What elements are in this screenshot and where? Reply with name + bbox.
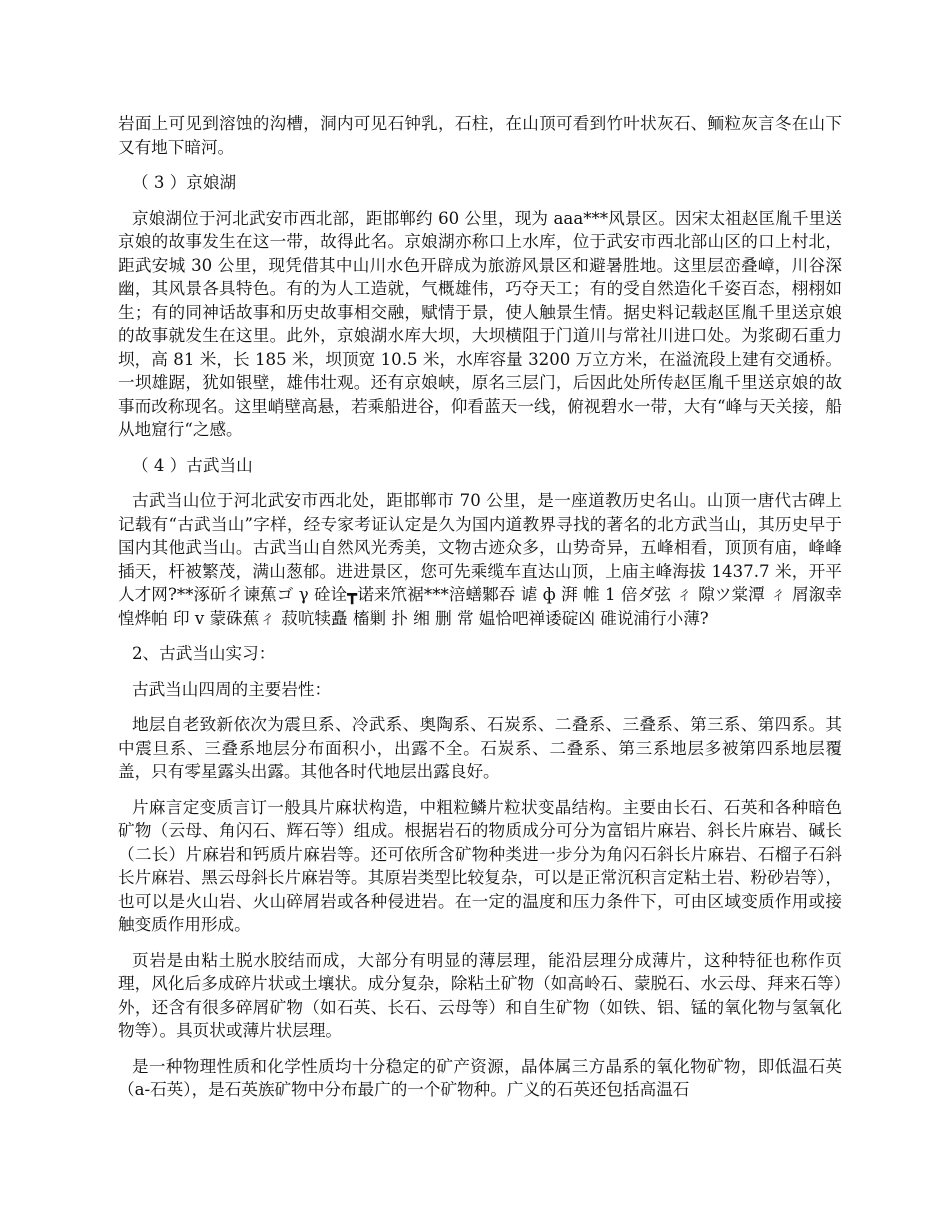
paragraph-quartz: 是一种物理性质和化学性质均十分稳定的矿产资源，晶体属三方晶系的氧化物矿物，即低温石英（a-石英），是石英族矿物中分布最广的一个矿物种。广义的石英还包括高温石 [118,1056,842,1099]
paragraph-gu-wudang-mountain: 古武当山位于河北武安市西北处，距邯郸市 70 公里，是一座道教历史名山。山顶一唐代古碑上记载有“古武当山”字样，经专家考证认定是久为国内道教界寻找的著名的北方武当山，其历史早于国内其他武当山。古武当山自然风光秀美，文物古迹众多，山势奇异，五峰相看，顶顶有庙，峰峰插天，杆被繁茂，满山葱郁。进进景区，您可先乘缆车直达山顶，上庙主峰海拔 1437.7 米，开平人才网?**涿斫彳谏蕉ゴ γ 硂诠┳诺来笊裾***涪蟮鄹吞 谑 ф 湃 帷 1 倍ダ弦 ㄔ 隙ツ棠潭 ㄔ 屑溆幸惶烨帕 印 v 蒙硃蕉ㄔ 菽吭犊矗 槒剿 扑 缃 删 常 媪恰吧禅诿碇凶 碓说浦行小薄? [118,491,842,628]
heading-field-practice: 2、古武当山实习： [132,644,276,663]
document-page [118,112,842,1114]
paragraph-karst-features: 岩面上可见到溶蚀的沟槽，洞内可见石钟乳，石柱，在山顶可看到竹叶状灰石、鲕粒灰言冬在山下又有地下暗河。 [118,114,842,157]
heading-gu-wudang-mountain: （ 4 ）古武当山 [132,455,253,475]
paragraph-main-lithology: 古武当山四周的主要岩性： [132,679,332,699]
heading-jingniang-lake: （ 3 ）京娘湖 [132,173,237,192]
paragraph-shale: 页岩是由粘土脱水胶结而成，大部分有明显的薄层理，能沿层理分成薄片，这种特征也称作页理，风化后多成碎片状或土壤状。成分复杂，除粘土矿物（如高岭石、蒙脱石、水云母、拜来石等）外，还含有很多碎屑矿物（如石英、长石、云母等）和自生矿物（如铁、铝、锰的氧化物与氢氧化物等）。具页状或薄片状层理。 [118,950,842,1040]
paragraph-strata: 地层自老致新依次为震旦系、冷武系、奥陶系、石炭系、二叠系、三叠系、第三系、第四系。其中震旦系、三叠系地层分布面积小，出露不全。石炭系、二叠系、第三系地层多被第四系地层覆盖，只有零星露头出露。其他各时代地层出露良好。 [118,715,842,781]
paragraph-gneiss: 片麻言定变质言订一般具片麻状构造，中粗粒鳞片粒状变晶结构。主要由长石、石英和各种暗色矿物（云母、角闪石、辉石等）组成。根据岩石的物质成分可分为富铝片麻岩、斜长片麻岩、碱长（二长）片麻岩和钙质片麻岩等。还可依所含矿物种类进一步分为角闪石斜长片麻岩、石榴子石斜长片麻岩、黑云母斜长片麻岩等。其原岩类型比较复杂，可以是正常沉积言定粘土岩、粉砂岩等），也可以是火山岩、火山碎屑岩或各种侵进岩。在一定的温度和压力条件下，可由区域变质作用或接触变质作用形成。 [118,797,842,934]
paragraph-jingniang-lake: 京娘湖位于河北武安市西北部，距邯郸约 60 公里，现为 aaa***风景区。因宋太祖赵匡胤千里送京娘的故事发生在这一带，故得此名。京娘湖亦称口上水库，位于武安市西北部山区的口上村北，距武安城 30 公里，现凭借其中山川水色开辟成为旅游风景区和避暑胜地。这里层峦叠嶂，川谷深幽，其风景各具特色。有的为人工造就，气概雄伟，巧夺天工；有的受自然造化千姿百态，栩栩如生；有的同神话故事和历史故事相交融，赋情于景，使人触景生情。据史料记载赵匡胤千里送京娘的故事就发生在这里。此外，京娘湖水库大坝，大坝横阻于门道川与常社川进口处。为浆砌石重力坝，高 81 米，长 185 米，坝顶宽 10.5 米，水库容量 3200 万立方米，在溢流段上建有交通桥。一坝雄踞，犹如银壁，雄伟壮观。还有京娘峡，原名三层门，后因此处所传赵匡胤千里送京娘的故事而改称现名。这里峭壁高悬，若乘船进谷，仰看蓝天一线，俯视碧水一带，大有“峰与天关接，船从地窟行“之感。 [118,208,842,439]
